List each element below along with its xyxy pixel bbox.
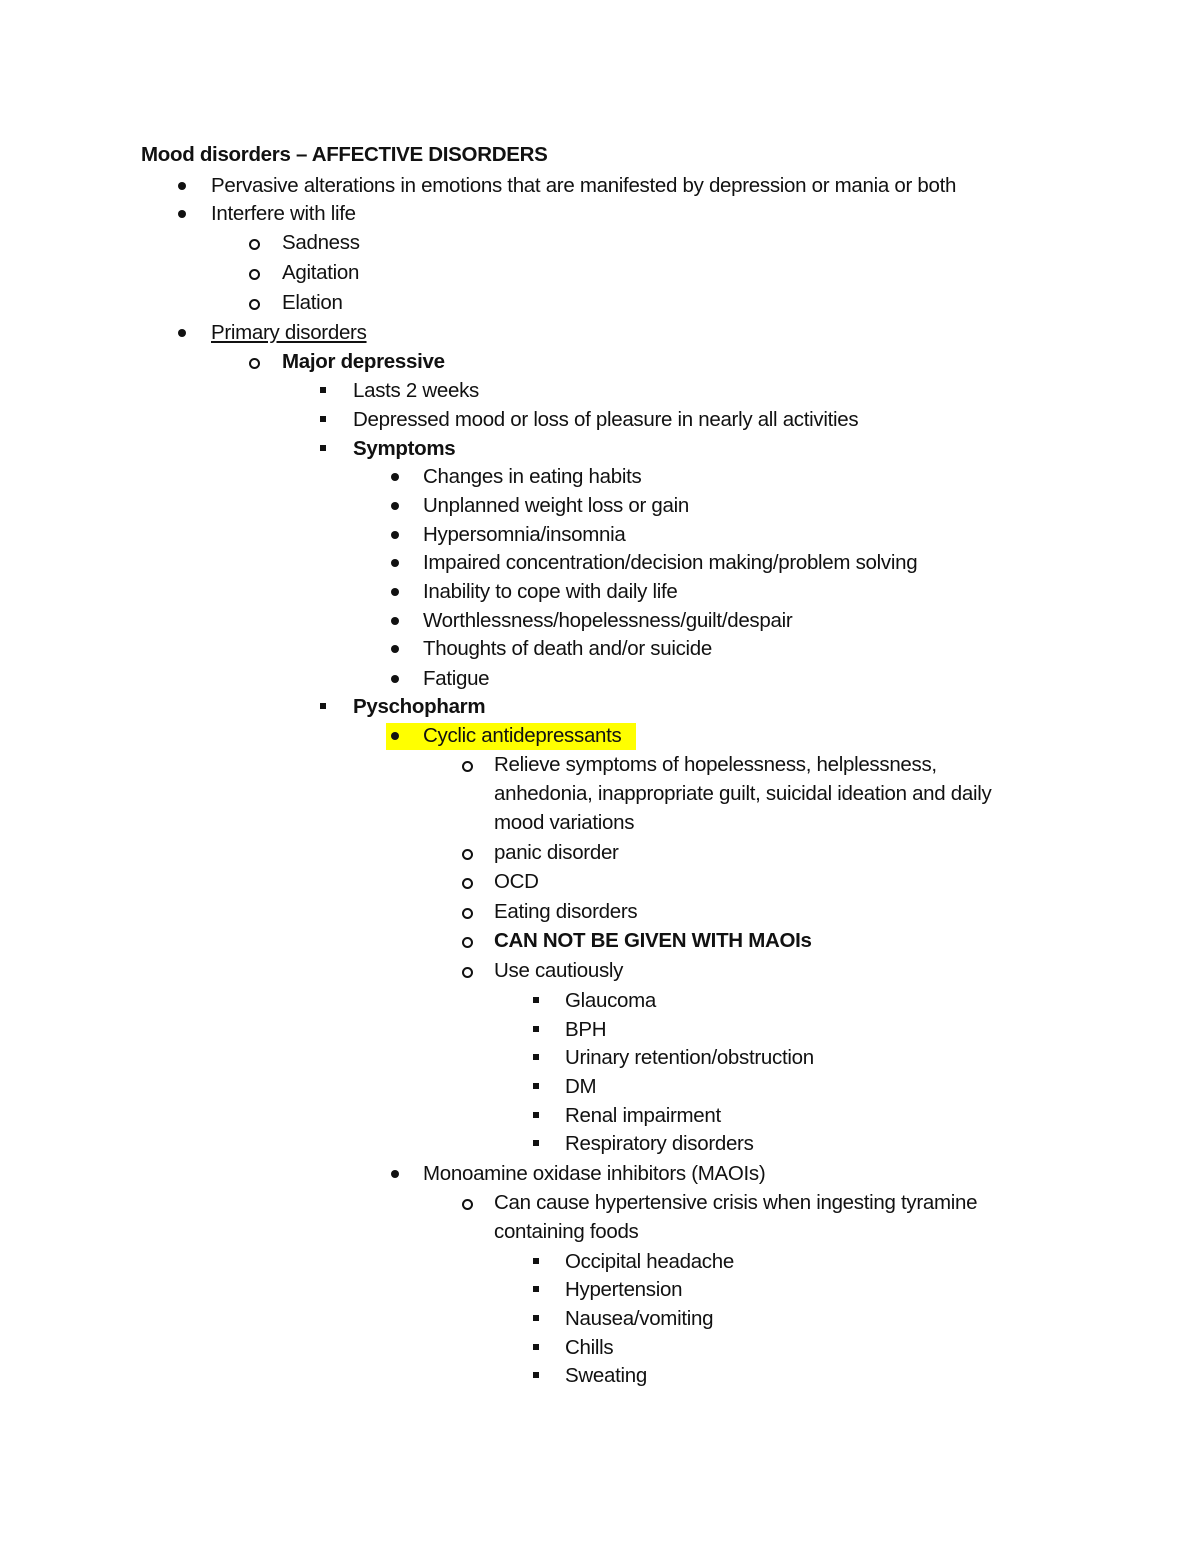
list-item-text: Unplanned weight loss or gain <box>423 494 689 517</box>
list-item-text: Cyclic antidepressants <box>423 724 622 747</box>
square-bullet-icon <box>529 987 549 1015</box>
list-item-text: Primary disorders <box>211 321 367 344</box>
list-item-text: Respiratory disorders <box>565 1132 754 1155</box>
list-item-text: Thoughts of death and/or suicide <box>423 637 712 660</box>
square-bullet-icon <box>316 377 336 405</box>
list-item-text: Glaucoma <box>565 989 657 1012</box>
square-bullet-icon <box>529 1073 549 1101</box>
circle-bullet-icon <box>459 957 479 985</box>
circle-bullet-icon <box>459 751 479 779</box>
square-bullet-icon <box>316 435 336 463</box>
list-item-text: CAN NOT BE GIVEN WITH MAOIs <box>494 929 812 952</box>
list-item-text: OCD <box>494 870 539 893</box>
disc-bullet-icon <box>388 463 408 491</box>
circle-bullet-icon <box>246 289 266 317</box>
disc-bullet-icon <box>388 549 408 577</box>
list-item-text: Interfere with life <box>211 202 356 225</box>
square-bullet-icon <box>529 1248 549 1276</box>
list-item-text: anhedonia, inappropriate guilt, suicidal ideation and daily <box>494 782 992 805</box>
disc-bullet-icon <box>388 521 408 549</box>
list-item-text: Depressed mood or loss of pleasure in nearly all activities <box>353 408 859 431</box>
disc-bullet-icon <box>388 1160 408 1188</box>
square-bullet-icon <box>529 1044 549 1072</box>
list-item-text: Hypersomnia/insomnia <box>423 523 626 546</box>
list-item-text: Lasts 2 weeks <box>353 379 479 402</box>
square-bullet-icon <box>529 1362 549 1390</box>
list-item-text: Chills <box>565 1336 614 1359</box>
list-item-text: Eating disorders <box>494 900 638 923</box>
list-item-text: Sweating <box>565 1364 647 1387</box>
disc-bullet-icon <box>388 492 408 520</box>
list-item-text: Sadness <box>282 231 360 254</box>
square-bullet-icon <box>529 1102 549 1130</box>
list-item-text: Urinary retention/obstruction <box>565 1046 814 1069</box>
circle-bullet-icon <box>459 868 479 896</box>
square-bullet-icon <box>529 1305 549 1333</box>
square-bullet-icon <box>529 1276 549 1304</box>
square-bullet-icon <box>316 693 336 721</box>
disc-bullet-icon <box>388 607 408 635</box>
list-item-text: containing foods <box>494 1220 639 1243</box>
list-item-text: Can cause hypertensive crisis when ingesting tyramine <box>494 1191 978 1214</box>
list-item-text: Nausea/vomiting <box>565 1307 714 1330</box>
circle-bullet-icon <box>246 259 266 287</box>
document-title: Mood disorders – AFFECTIVE DISORDERS <box>141 143 548 166</box>
list-item-text: Use cautiously <box>494 959 624 982</box>
disc-bullet-icon <box>175 319 195 347</box>
circle-bullet-icon <box>246 229 266 257</box>
square-bullet-icon <box>529 1016 549 1044</box>
list-item-text: DM <box>565 1075 597 1098</box>
disc-bullet-icon <box>388 635 408 663</box>
list-item-text: Agitation <box>282 261 360 284</box>
list-item-text: mood variations <box>494 811 635 834</box>
list-item-text: Changes in eating habits <box>423 465 642 488</box>
list-item-text: panic disorder <box>494 841 619 864</box>
list-item-text: Elation <box>282 291 343 314</box>
list-item-text: Major depressive <box>282 350 445 373</box>
list-item-text: Impaired concentration/decision making/problem solving <box>423 551 918 574</box>
list-item-text: Monoamine oxidase inhibitors (MAOIs) <box>423 1162 766 1185</box>
list-item-text: Occipital headache <box>565 1250 734 1273</box>
list-item-text: Pervasive alterations in emotions that are manifested by depression or mania or both <box>211 174 957 197</box>
square-bullet-icon <box>529 1130 549 1158</box>
circle-bullet-icon <box>459 1189 479 1217</box>
list-item-text: BPH <box>565 1018 607 1041</box>
disc-bullet-icon <box>175 200 195 228</box>
list-item-text: Relieve symptoms of hopelessness, helplessness, <box>494 753 937 776</box>
disc-bullet-icon <box>388 665 408 693</box>
disc-bullet-icon <box>175 172 195 200</box>
circle-bullet-icon <box>459 898 479 926</box>
circle-bullet-icon <box>459 927 479 955</box>
disc-bullet-icon <box>388 578 408 606</box>
list-item-text: Symptoms <box>353 437 456 460</box>
list-item-text: Inability to cope with daily life <box>423 580 678 603</box>
list-item-text: Hypertension <box>565 1278 683 1301</box>
list-item-text: Renal impairment <box>565 1104 721 1127</box>
list-item-text: Fatigue <box>423 667 490 690</box>
square-bullet-icon <box>529 1334 549 1362</box>
list-item-text: Worthlessness/hopelessness/guilt/despair <box>423 609 793 632</box>
circle-bullet-icon <box>459 839 479 867</box>
disc-bullet-icon <box>388 722 408 750</box>
list-item-text: Pyschopharm <box>353 695 486 718</box>
circle-bullet-icon <box>246 348 266 376</box>
square-bullet-icon <box>316 406 336 434</box>
